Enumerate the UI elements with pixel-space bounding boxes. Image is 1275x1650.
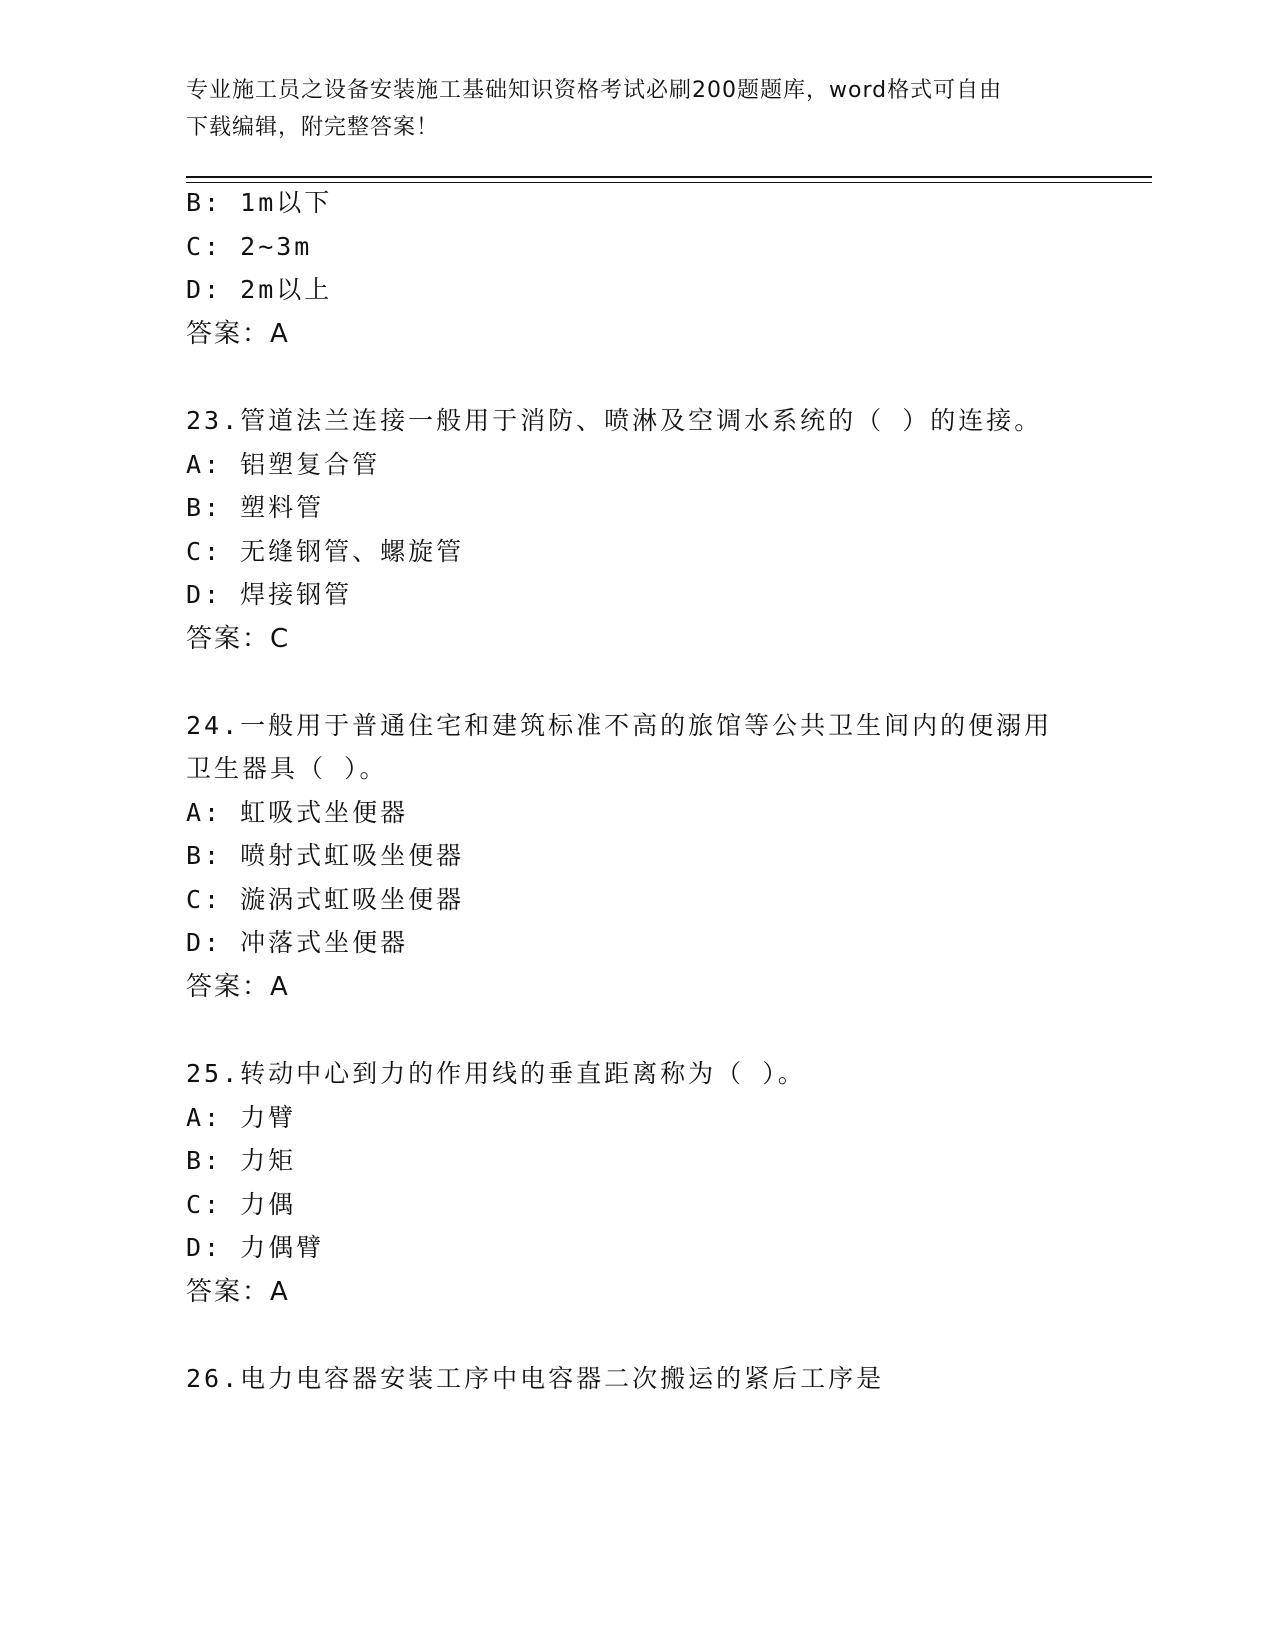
header-line-1: 专业施工员之设备安装施工基础知识资格考试必刷200题题库，word格式可自由 (186, 78, 1003, 103)
document-header (186, 72, 1066, 146)
option-d: D: 焊接钢管 (186, 580, 353, 609)
option-a: A: 铝塑复合管 (186, 450, 381, 479)
answer: 答案：A (186, 1277, 290, 1307)
question-text-continued: 卫生器具（ ）。 (186, 754, 388, 783)
answer: 答案：A (186, 319, 290, 349)
question-text: 26.电力电容器安装工序中电容器二次搬运的紧后工序是 (186, 1364, 885, 1393)
option-d: D: 力偶臂 (186, 1233, 325, 1262)
option-c: C: 力偶 (186, 1190, 297, 1219)
answer: 答案：A (186, 972, 290, 1002)
question-text: 24.一般用于普通住宅和建筑标准不高的旅馆等公共卫生间内的便溺用 (186, 711, 1053, 740)
option-b: B: 力矩 (186, 1146, 297, 1175)
option-d: D: 2m以上 (186, 275, 333, 304)
option-c: C: 2~3m (186, 232, 313, 261)
option-b: B: 塑料管 (186, 493, 325, 522)
header-divider-thick (186, 176, 1152, 178)
option-c: C: 无缝钢管、螺旋管 (186, 537, 465, 566)
option-b: B: 喷射式虹吸坐便器 (186, 841, 465, 870)
option-a: A: 虹吸式坐便器 (186, 798, 409, 827)
header-line-2: 下载编辑，附完整答案！ (186, 115, 440, 140)
option-b: B: 1m以下 (186, 188, 333, 217)
question-text: 23.管道法兰连接一般用于消防、喷淋及空调水系统的（ ）的连接。 (186, 406, 1043, 435)
question-text: 25.转动中心到力的作用线的垂直距离称为（ ）。 (186, 1059, 806, 1088)
option-c: C: 漩涡式虹吸坐便器 (186, 885, 465, 914)
option-a: A: 力臂 (186, 1103, 297, 1132)
header-divider-thin (186, 182, 1152, 183)
answer: 答案：C (186, 624, 291, 654)
option-d: D: 冲落式坐便器 (186, 928, 409, 957)
